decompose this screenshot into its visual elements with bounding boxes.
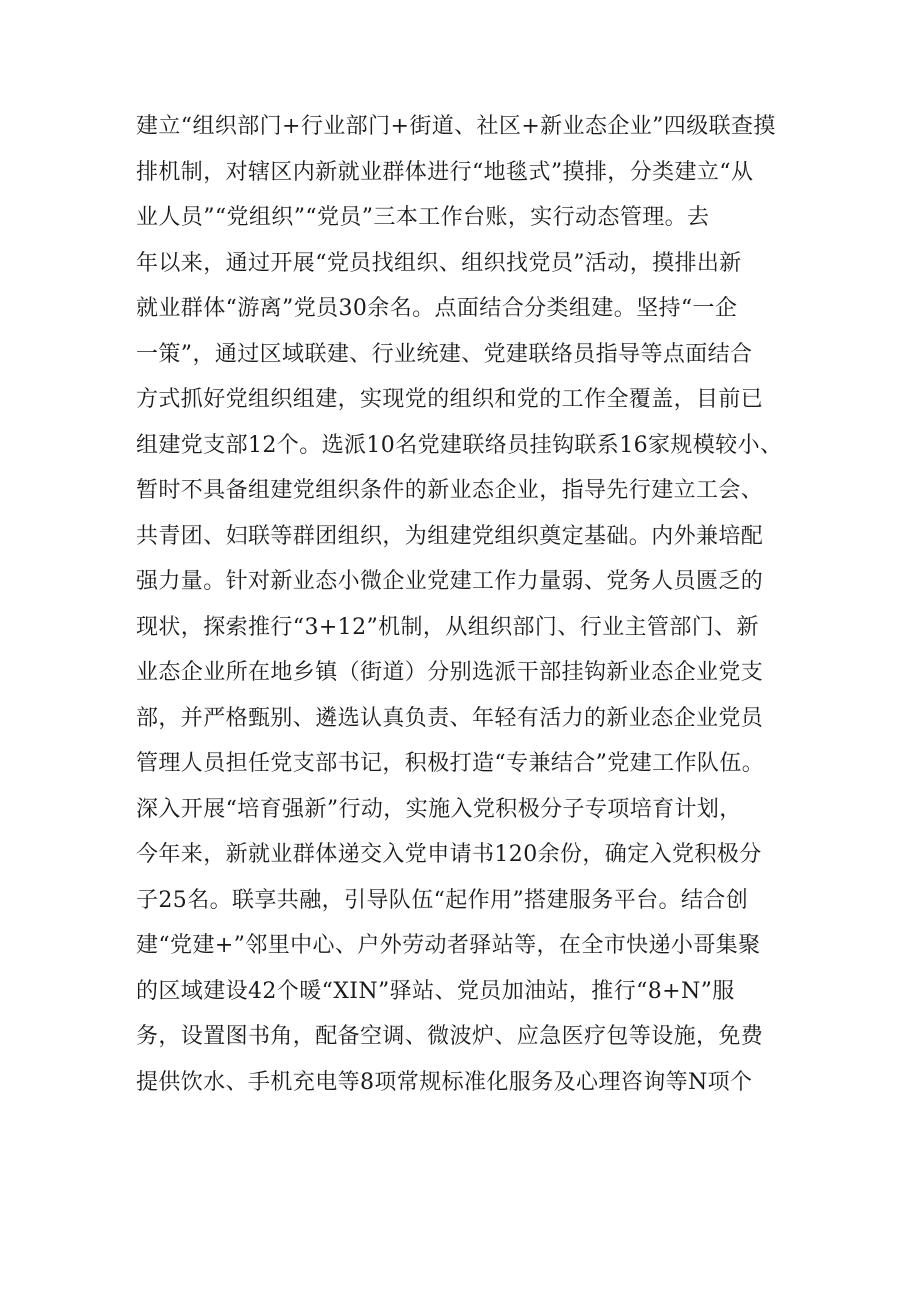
text-line: 暂时不具备组建党组织条件的新业态企业，指导先行建立工会、 [136,478,764,503]
text-line: 方式抓好党组织组建，实现党的组织和党的工作全覆盖，目前已 [136,387,764,412]
body-paragraph [136,104,796,1105]
text-line: 强力量。针对新业态小微企业党建工作力量弱、党务人员匮乏的 [136,569,764,594]
text-line: 共青团、妇联等群团组织，为组建党组织奠定基础。内外兼培配 [136,523,764,549]
text-line: 的区域建设42个暖“XIN”驿站、党员加油站，推行“8+N”服 [136,978,735,1004]
text-line: 年以来，通过开展“党员找组织、组织找党员”活动，摸排出新 [136,250,742,276]
text-line: 业人员”“党组织”“党员”三本工作台账，实行动态管理。去 [136,205,710,230]
text-line: 业态企业所在地乡镇（街道）分别选派干部挂钩新业态企业党支 [136,660,764,685]
text-line: 组建党支部12个。选派10名党建联络员挂钩联系16家规模较小、 [136,432,783,458]
text-line: 提供饮水、手机充电等8项常规标准化服务及心理咨询等N项个 [136,1069,753,1095]
text-line: 建立“组织部门+行业部门+街道、社区+新业态企业”四级联查摸 [136,114,776,139]
text-line: 一策”，通过区域联建、行业统建、党建联络员指导等点面结合 [136,341,753,367]
text-line: 今年来，新就业群体递交入党申请书120余份，确定入党积极分 [136,842,762,867]
text-line: 现状，探索推行“3+12”机制，从组织部门、行业主管部门、新 [136,614,759,640]
text-line: 务，设置图书角，配备空调、微波炉、应急医疗包等设施，免费 [136,1024,764,1049]
text-line: 建“党建+”邻里中心、户外劳动者驿站等，在全市快递小哥集聚 [136,933,761,958]
text-line: 子25名。联享共融，引导队伍“起作用”搭建服务平台。结合创 [136,887,749,913]
text-line: 深入开展“培育强新”行动，实施入党积极分子专项培育计划， [136,796,742,822]
text-line: 管理人员担任党支部书记，积极打造“专兼结合”党建工作队伍。 [136,751,765,776]
text-line: 排机制，对辖区内新就业群体进行“地毯式”摸排，分类建立“从 [136,159,754,185]
text-line: 部，并严格甄别、遴选认真负责、年轻有活力的新业态企业党员 [136,705,764,731]
text-line: 就业群体“游离”党员30余名。点面结合分类组建。坚持“一企 [136,296,738,321]
